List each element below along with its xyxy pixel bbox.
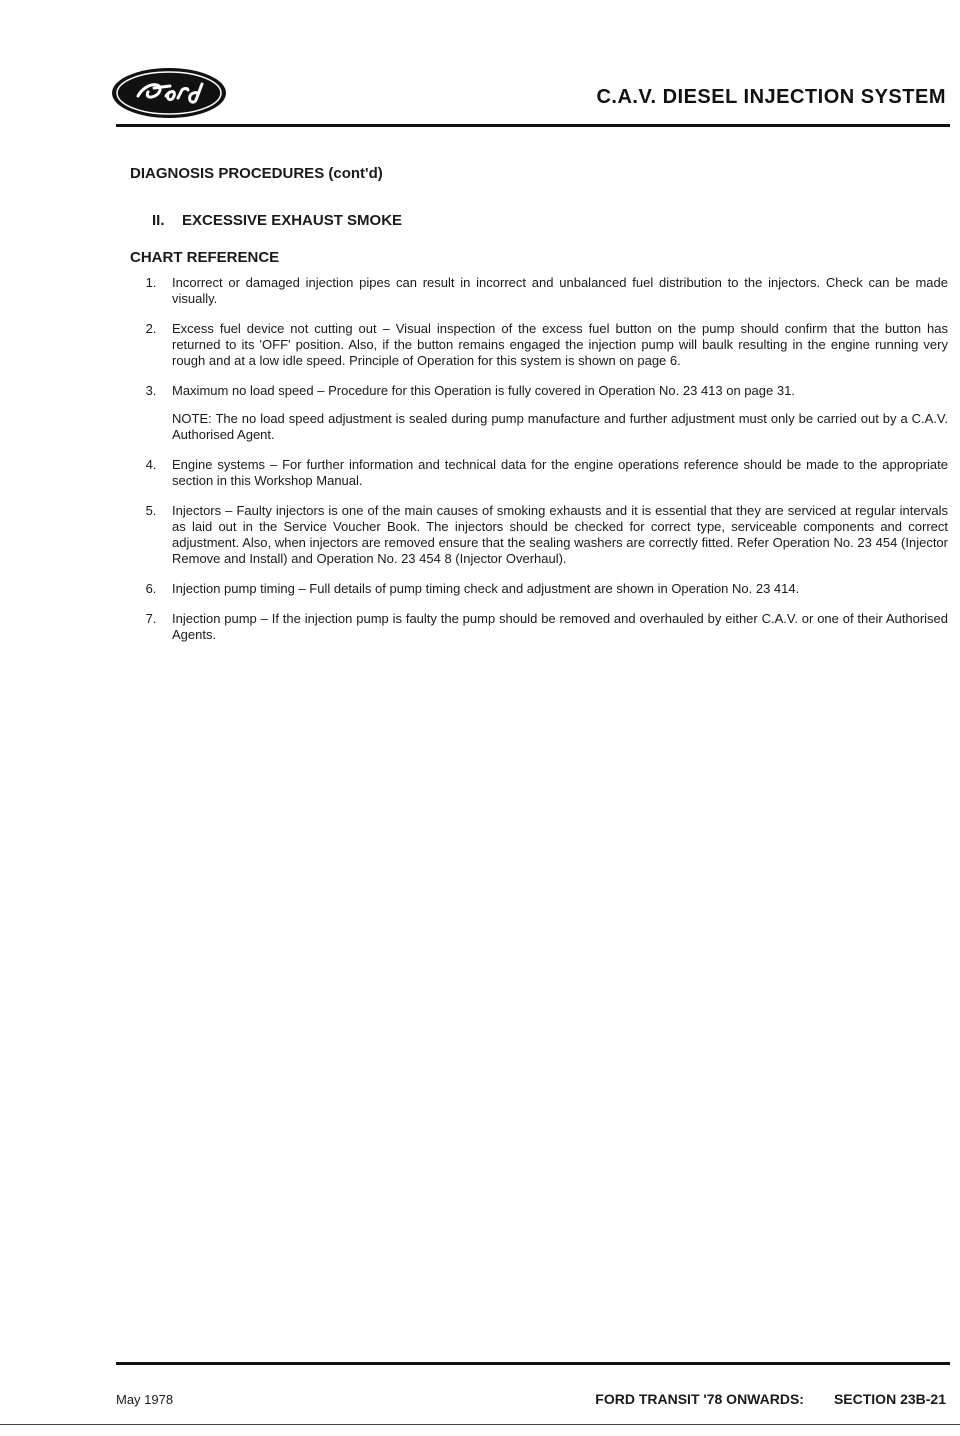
footer-date: May 1978	[116, 1392, 174, 1407]
list-item	[130, 457, 948, 489]
list-item	[130, 503, 948, 567]
footer-publication-title: FORD TRANSIT '78 ONWARDS:	[595, 1391, 804, 1407]
item-text: Excess fuel device not cutting out – Visual inspection of the excess fuel button on the pump should confirm that the button has returned to its 'OFF' position. Also, if the button remains engaged the injection pump will baulk resulting in the engine running very rough and at a low idle speed. Principle of Operation for this system is shown on page 6.	[172, 321, 948, 368]
item-number: 6.	[145, 581, 157, 596]
list-item	[130, 275, 948, 307]
list-item	[130, 383, 948, 443]
document-title: C.A.V. DIESEL INJECTION SYSTEM	[596, 86, 946, 108]
item-number: 7.	[145, 611, 157, 626]
item-text: Injection pump timing – Full details of pump timing check and adjustment are shown in Operation No. 23 414.	[172, 581, 800, 596]
item-note: NOTE: The no load speed adjustment is sealed during pump manufacture and further adjustment must only be carried out by a C.A.V. Authorised Agent.	[172, 411, 948, 442]
sub-heading-text: EXCESSIVE EXHAUST SMOKE	[182, 212, 403, 229]
page-bottom-line	[0, 1424, 960, 1425]
item-text: Engine systems – For further information and technical data for the engine operations reference should be made to the appropriate section in this Workshop Manual.	[172, 457, 948, 488]
sub-heading	[152, 212, 402, 229]
item-number: 5.	[145, 503, 157, 518]
section-heading-text: DIAGNOSIS PROCEDURES	[130, 165, 325, 182]
list-item	[130, 321, 948, 369]
item-number: 3.	[145, 383, 157, 398]
footer-publication	[595, 1391, 946, 1407]
item-number: 2.	[145, 321, 157, 336]
item-text: Incorrect or damaged injection pipes can result in incorrect and unbalanced fuel distribution to the injectors. Check can be made visually.	[172, 275, 948, 306]
chart-reference-list	[130, 275, 948, 657]
ford-logo	[110, 66, 228, 120]
item-text: Maximum no load speed – Procedure for this Operation is fully covered in Operation No. 23 413 on page 31.	[172, 383, 795, 398]
list-item	[130, 581, 948, 597]
chart-reference-heading: CHART REFERENCE	[130, 249, 280, 266]
item-number: 4.	[145, 457, 157, 472]
sub-heading-number: II.	[152, 212, 165, 229]
footer-section: SECTION 23B-21	[833, 1391, 946, 1407]
footer-rule	[116, 1362, 950, 1365]
item-text: Injectors – Faulty injectors is one of the main causes of smoking exhausts and it is essential that they are serviced at regular intervals as laid out in the Service Voucher Book. The injectors should be checked for correct type, serviceable components and correct adjustment. Also, when injectors are removed ensure that the sealing washers are correctly fitted. Refer Operation No. 23 454 (Injector Remove and Install) and Operation No. 23 454 8 (Injector Overhaul).	[172, 503, 948, 566]
section-heading	[130, 165, 383, 182]
header-rule	[116, 124, 950, 127]
item-number: 1.	[145, 275, 157, 290]
section-heading-suffix: (cont'd)	[328, 165, 383, 182]
item-text: Injection pump – If the injection pump is faulty the pump should be removed and overhauled by either C.A.V. or one of their Authorised Agents.	[172, 611, 948, 642]
list-item	[130, 611, 948, 643]
